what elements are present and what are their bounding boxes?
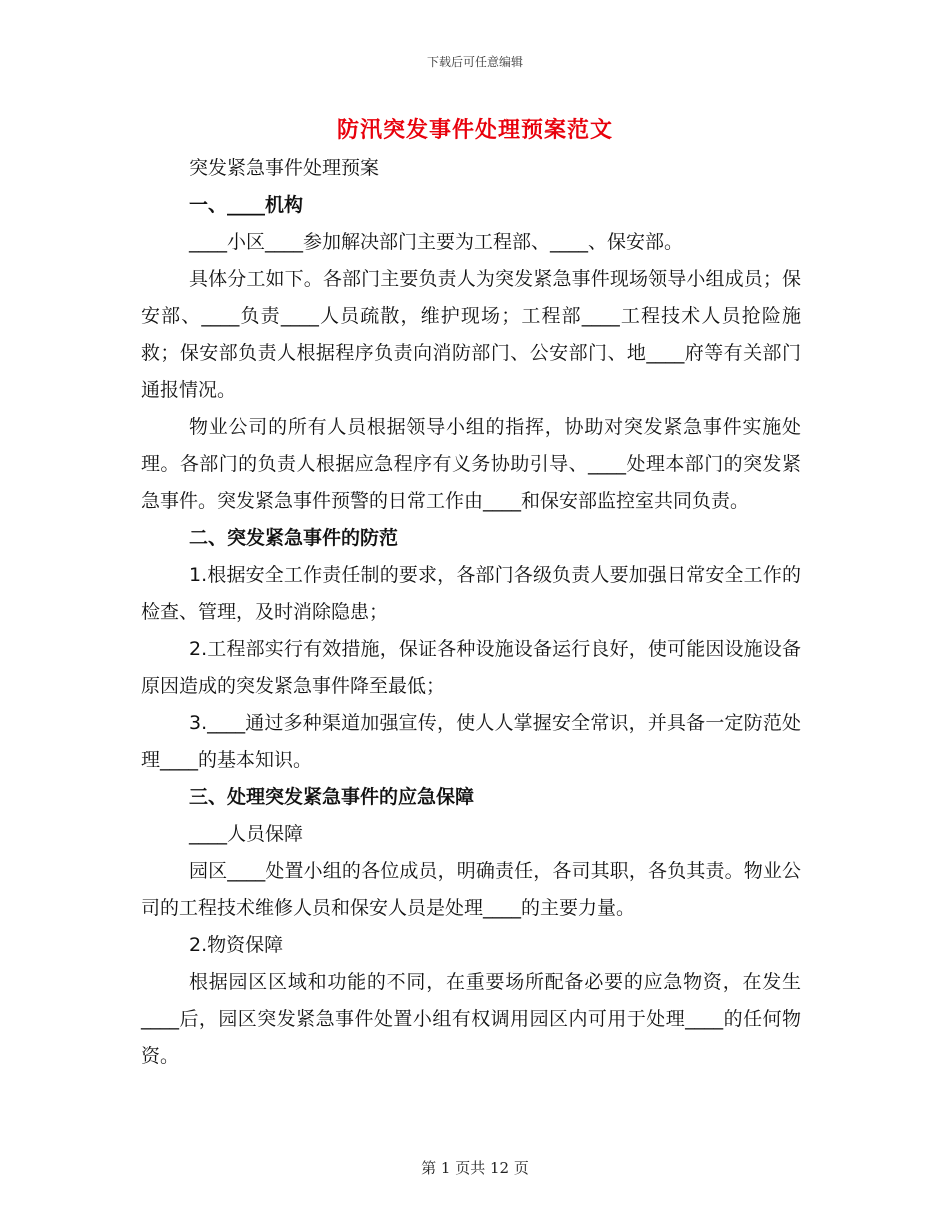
list-item: 2.工程部实行有效措施，保证各种设施设备运行良好，使可能因设施设备原因造成的突发紧急事件降至最低； — [141, 638, 801, 697]
document-title: 防汛突发事件处理预案范文 — [336, 117, 613, 143]
section-heading-1: 一、____机构 — [189, 194, 304, 216]
paragraph: 根据园区区域和功能的不同，在重要场所配备必要的应急物资，在发生____后，园区突发紧急事件处置小组有权调用园区内可用于处理____的任何物资。 — [141, 971, 801, 1067]
paragraph: 具体分工如下。各部门主要负责人为突发紧急事件现场领导小组成员；保安部、____负责____人员疏散，维护现场；工程部____工程技术人员抢险施救；保安部负责人根据程序负责向消防部门、公安部门、地____府等有关部门通报情况。 — [141, 268, 801, 401]
document-body — [141, 150, 801, 1075]
paragraph: ____小区____参加解决部门主要为工程部、____、保安部。 — [189, 231, 684, 253]
section-heading-2: 二、突发紧急事件的防范 — [189, 527, 399, 549]
sub-heading: 2.物资保障 — [189, 934, 284, 956]
sub-heading: ____人员保障 — [189, 823, 304, 845]
list-item: 1.根据安全工作责任制的要求，各部门各级负责人要加强日常安全工作的检查、管理，及时消除隐患； — [141, 564, 801, 623]
page-number: 第 1 页共 12 页 — [421, 1159, 529, 1177]
paragraph: 物业公司的所有人员根据领导小组的指挥，协助对突发紧急事件实施处理。各部门的负责人根据应急程序有义务协助引导、____处理本部门的突发紧急事件。突发紧急事件预警的日常工作由____和保安部监控室共同负责。 — [141, 416, 801, 512]
intro-line: 突发紧急事件处理预案 — [189, 157, 380, 179]
list-item: 3.____通过多种渠道加强宣传，使人人掌握安全常识，并具备一定防范处理____的基本知识。 — [141, 712, 801, 771]
section-heading-3: 三、处理突发紧急事件的应急保障 — [189, 786, 475, 808]
page-header: 下载后可任意编辑 — [426, 55, 523, 69]
paragraph: 园区____处置小组的各位成员，明确责任，各司其职，各负其责。物业公司的工程技术维修人员和保安人员是处理____的主要力量。 — [141, 860, 801, 919]
